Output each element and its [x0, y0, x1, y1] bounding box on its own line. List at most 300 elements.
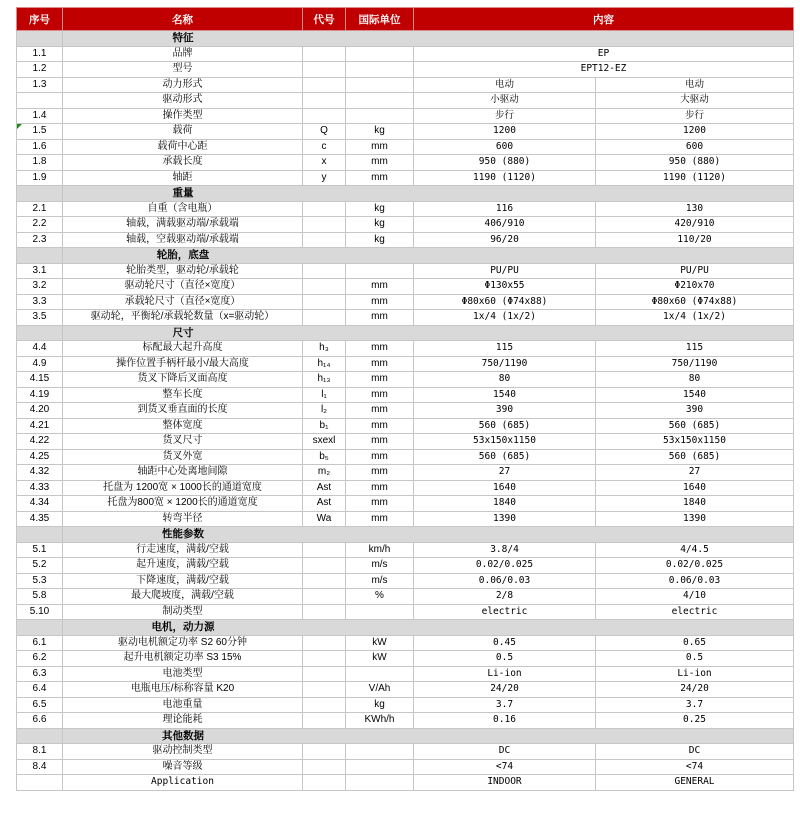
section-no-cell — [17, 527, 63, 543]
row-no-cell: 4.21 — [17, 418, 63, 434]
row-code-cell — [303, 279, 346, 295]
row-unit-cell: m/s — [346, 558, 414, 574]
row-name-cell: 制动类型 — [63, 604, 303, 620]
row-name-cell: 驱动控制类型 — [63, 744, 303, 760]
row-value-cell-2: 4/4.5 — [596, 542, 794, 558]
row-no-cell: 3.1 — [17, 263, 63, 279]
row-no-cell: 5.3 — [17, 573, 63, 589]
spec-row — [17, 635, 794, 651]
row-unit-cell — [346, 77, 414, 93]
row-value-cell-2: 420/910 — [596, 217, 794, 233]
row-value-cell-1: 1x/4 (1x/2) — [414, 310, 596, 326]
spec-row — [17, 713, 794, 729]
row-name-cell: 理论能耗 — [63, 713, 303, 729]
spec-row — [17, 589, 794, 605]
row-no-cell: 3.2 — [17, 279, 63, 295]
row-unit-cell — [346, 759, 414, 775]
row-name-cell: 轴距 — [63, 170, 303, 186]
row-code-cell — [303, 558, 346, 574]
spec-table — [16, 7, 794, 791]
spec-row — [17, 651, 794, 667]
row-unit-cell: mm — [346, 496, 414, 512]
row-value-cell-2: 390 — [596, 403, 794, 419]
row-name-cell: 轮胎类型，驱动轮/承载轮 — [63, 263, 303, 279]
row-code-cell — [303, 201, 346, 217]
row-code-cell — [303, 604, 346, 620]
spec-row — [17, 418, 794, 434]
row-name-cell: 整车长度 — [63, 387, 303, 403]
row-value-cell-2: Φ80x60 (Φ74x88) — [596, 294, 794, 310]
row-code-cell — [303, 62, 346, 78]
row-code-cell — [303, 713, 346, 729]
spec-row — [17, 403, 794, 419]
col-header-code: 代号 — [303, 8, 346, 31]
row-code-cell — [303, 775, 346, 791]
row-no-cell: 6.6 — [17, 713, 63, 729]
row-value-cell-1: 600 — [414, 139, 596, 155]
row-unit-cell — [346, 775, 414, 791]
row-name-cell: 型号 — [63, 62, 303, 78]
row-code-cell — [303, 93, 346, 109]
row-value-cell-2: 1200 — [596, 124, 794, 140]
row-no-cell: 1.8 — [17, 155, 63, 171]
row-no-cell: 5.10 — [17, 604, 63, 620]
spec-row — [17, 294, 794, 310]
row-value-cell-1: 560 (685) — [414, 449, 596, 465]
row-unit-cell: km/h — [346, 542, 414, 558]
row-no-cell: 4.32 — [17, 465, 63, 481]
spec-row — [17, 201, 794, 217]
row-code-cell: h₁₄ — [303, 356, 346, 372]
row-value-cell-1: 1200 — [414, 124, 596, 140]
row-no-cell: 5.1 — [17, 542, 63, 558]
row-unit-cell: mm — [346, 372, 414, 388]
row-code-cell — [303, 46, 346, 62]
row-no-cell: 4.9 — [17, 356, 63, 372]
section-row — [17, 248, 794, 264]
row-value-cell-2: electric — [596, 604, 794, 620]
row-unit-cell: mm — [346, 387, 414, 403]
row-name-cell: 承载轮尺寸（直径×宽度） — [63, 294, 303, 310]
row-value-cell-1: 1190 (1120) — [414, 170, 596, 186]
spec-row — [17, 77, 794, 93]
row-value-cell-2: 560 (685) — [596, 418, 794, 434]
row-code-cell: c — [303, 139, 346, 155]
row-code-cell — [303, 697, 346, 713]
row-value-cell-2: <74 — [596, 759, 794, 775]
spec-row — [17, 496, 794, 512]
row-name-cell: 整体宽度 — [63, 418, 303, 434]
spec-row — [17, 310, 794, 326]
row-no-cell: 1.3 — [17, 77, 63, 93]
row-name-cell: 品牌 — [63, 46, 303, 62]
row-unit-cell: kg — [346, 217, 414, 233]
row-name-cell: 货叉下降后叉面高度 — [63, 372, 303, 388]
row-unit-cell — [346, 108, 414, 124]
row-no-cell: 1.9 — [17, 170, 63, 186]
row-no-cell: 4.35 — [17, 511, 63, 527]
row-value-cell-2: 0.25 — [596, 713, 794, 729]
spec-row — [17, 744, 794, 760]
row-value-cell-1: 390 — [414, 403, 596, 419]
row-unit-cell: kg — [346, 124, 414, 140]
row-code-cell: sxexl — [303, 434, 346, 450]
row-no-cell — [17, 775, 63, 791]
row-name-cell: 轴载，空载驱动端/承载端 — [63, 232, 303, 248]
spec-row — [17, 108, 794, 124]
row-name-cell: 转弯半径 — [63, 511, 303, 527]
row-name-cell: 电池类型 — [63, 666, 303, 682]
row-code-cell — [303, 635, 346, 651]
row-value-cell-1: PU/PU — [414, 263, 596, 279]
row-code-cell: b₅ — [303, 449, 346, 465]
row-no-cell: 4.20 — [17, 403, 63, 419]
row-value-cell-1: 116 — [414, 201, 596, 217]
section-title: 轮胎，底盘 — [156, 249, 210, 261]
row-code-cell: l₂ — [303, 403, 346, 419]
row-name-cell: 起升电机额定功率 S3 15% — [63, 651, 303, 667]
row-no-cell: 4.15 — [17, 372, 63, 388]
row-code-cell — [303, 77, 346, 93]
row-name-cell: 托盘为800宽 × 1200长的通道宽度 — [63, 496, 303, 512]
row-value-cell-2: 1640 — [596, 480, 794, 496]
row-unit-cell — [346, 93, 414, 109]
spec-row — [17, 387, 794, 403]
row-value-cell-1: INDOOR — [414, 775, 596, 791]
row-unit-cell: mm — [346, 341, 414, 357]
row-value-cell-1: 406/910 — [414, 217, 596, 233]
spec-row — [17, 449, 794, 465]
row-value-cell-2: 600 — [596, 139, 794, 155]
row-unit-cell: mm — [346, 356, 414, 372]
row-value-cell-1: Φ130x55 — [414, 279, 596, 295]
row-name-cell: 噪音等级 — [63, 759, 303, 775]
row-value-cell-1: 1540 — [414, 387, 596, 403]
row-value-cell-1: 80 — [414, 372, 596, 388]
row-no-cell: 1.4 — [17, 108, 63, 124]
row-no-cell: 1.1 — [17, 46, 63, 62]
row-value-cell-1: 0.45 — [414, 635, 596, 651]
spec-row — [17, 511, 794, 527]
row-no-cell: 6.4 — [17, 682, 63, 698]
row-value-cell-2: 0.65 — [596, 635, 794, 651]
section-no-cell — [17, 728, 63, 744]
spec-row — [17, 759, 794, 775]
section-no-cell — [17, 186, 63, 202]
row-unit-cell: mm — [346, 155, 414, 171]
row-value-cell-1: 1840 — [414, 496, 596, 512]
row-name-cell: 最大爬坡度，满载/空载 — [63, 589, 303, 605]
row-value-cell-1: 小驱动 — [414, 93, 596, 109]
row-no-cell: 8.1 — [17, 744, 63, 760]
row-no-cell: 4.19 — [17, 387, 63, 403]
row-code-cell — [303, 589, 346, 605]
row-name-cell: 载荷 — [63, 124, 303, 140]
section-title-cell — [63, 248, 794, 264]
row-unit-cell — [346, 604, 414, 620]
section-title: 电机，动力源 — [151, 621, 215, 633]
row-value-cell-1: <74 — [414, 759, 596, 775]
row-value-cell-2: 1190 (1120) — [596, 170, 794, 186]
section-no-cell — [17, 248, 63, 264]
row-value-cell-2: GENERAL — [596, 775, 794, 791]
section-row — [17, 186, 794, 202]
row-name-cell: 轴距中心处离地间隙 — [63, 465, 303, 481]
spec-row — [17, 682, 794, 698]
row-code-cell: h₁₃ — [303, 372, 346, 388]
row-unit-cell: kg — [346, 201, 414, 217]
section-title-cell — [63, 728, 794, 744]
row-no-cell: 1.6 — [17, 139, 63, 155]
row-unit-cell: mm — [346, 480, 414, 496]
row-value-cell-2: 950 (880) — [596, 155, 794, 171]
row-value-cell-1: 560 (685) — [414, 418, 596, 434]
row-name-cell: 电瓶电压/标称容量 K20 — [63, 682, 303, 698]
row-value-cell-1: 0.5 — [414, 651, 596, 667]
section-title: 其他数据 — [162, 729, 204, 742]
spec-table-body — [17, 31, 794, 791]
row-value-cell-1: 2/8 — [414, 589, 596, 605]
row-value-cell-2: 3.7 — [596, 697, 794, 713]
row-unit-cell — [346, 263, 414, 279]
spec-row — [17, 697, 794, 713]
section-row — [17, 620, 794, 636]
cell-error-indicator — [17, 124, 22, 129]
section-row — [17, 325, 794, 341]
row-unit-cell: mm — [346, 403, 414, 419]
row-no-cell: 6.2 — [17, 651, 63, 667]
row-value-cell-1: 115 — [414, 341, 596, 357]
row-value-cell-2: 1x/4 (1x/2) — [596, 310, 794, 326]
spec-row — [17, 155, 794, 171]
row-value-cell-1: Li-ion — [414, 666, 596, 682]
row-unit-cell: mm — [346, 511, 414, 527]
row-code-cell — [303, 232, 346, 248]
row-name-cell: 标配最大起升高度 — [63, 341, 303, 357]
row-no-cell: 2.3 — [17, 232, 63, 248]
row-value-cell-merged: EPT12-EZ — [414, 62, 794, 78]
section-title-cell — [63, 527, 794, 543]
row-unit-cell: mm — [346, 279, 414, 295]
row-unit-cell: mm — [346, 294, 414, 310]
section-title-cell — [63, 325, 794, 341]
row-value-cell-1: 0.02/0.025 — [414, 558, 596, 574]
row-unit-cell: kW — [346, 635, 414, 651]
col-header-no: 序号 — [17, 8, 63, 31]
row-unit-cell: mm — [346, 170, 414, 186]
section-title-cell — [63, 186, 794, 202]
spec-row — [17, 46, 794, 62]
spec-row — [17, 124, 794, 140]
section-title-cell — [63, 620, 794, 636]
row-value-cell-2: 0.5 — [596, 651, 794, 667]
spec-row — [17, 573, 794, 589]
spec-row — [17, 775, 794, 791]
row-unit-cell: V/Ah — [346, 682, 414, 698]
row-unit-cell: % — [346, 589, 414, 605]
row-value-cell-1: 0.06/0.03 — [414, 573, 596, 589]
row-code-cell: y — [303, 170, 346, 186]
row-code-cell — [303, 651, 346, 667]
row-value-cell-2: 80 — [596, 372, 794, 388]
spec-row — [17, 666, 794, 682]
row-code-cell — [303, 759, 346, 775]
row-value-cell-1: 步行 — [414, 108, 596, 124]
spec-row — [17, 542, 794, 558]
row-code-cell — [303, 217, 346, 233]
row-code-cell: x — [303, 155, 346, 171]
row-name-cell: 承载长度 — [63, 155, 303, 171]
section-title-cell — [63, 31, 794, 47]
spec-row — [17, 434, 794, 450]
row-value-cell-1: 96/20 — [414, 232, 596, 248]
spec-row — [17, 341, 794, 357]
section-row — [17, 728, 794, 744]
row-no-cell: 2.2 — [17, 217, 63, 233]
row-no-cell: 1.2 — [17, 62, 63, 78]
row-code-cell — [303, 310, 346, 326]
row-value-cell-1: 750/1190 — [414, 356, 596, 372]
row-code-cell — [303, 573, 346, 589]
row-no-cell: 4.33 — [17, 480, 63, 496]
row-unit-cell: mm — [346, 139, 414, 155]
row-value-cell-2: 0.06/0.03 — [596, 573, 794, 589]
row-no-cell: 4.34 — [17, 496, 63, 512]
row-code-cell — [303, 682, 346, 698]
row-no-cell: 6.5 — [17, 697, 63, 713]
spec-row — [17, 93, 794, 109]
row-no-cell — [17, 93, 63, 109]
row-unit-cell: mm — [346, 434, 414, 450]
row-value-cell-2: Li-ion — [596, 666, 794, 682]
row-value-cell-2: 1840 — [596, 496, 794, 512]
row-name-cell: 动力形式 — [63, 77, 303, 93]
row-code-cell — [303, 108, 346, 124]
row-value-cell-2: PU/PU — [596, 263, 794, 279]
row-code-cell: l₁ — [303, 387, 346, 403]
row-value-cell-2: Φ210x70 — [596, 279, 794, 295]
row-name-cell: 驱动电机额定功率 S2 60分钟 — [63, 635, 303, 651]
row-value-cell-1: electric — [414, 604, 596, 620]
row-value-cell-1: 950 (880) — [414, 155, 596, 171]
section-title: 性能参数 — [162, 528, 204, 540]
col-header-name: 名称 — [63, 8, 303, 31]
row-code-cell: b₁ — [303, 418, 346, 434]
spec-row — [17, 480, 794, 496]
row-value-cell-2: 24/20 — [596, 682, 794, 698]
row-name-cell: 货叉外宽 — [63, 449, 303, 465]
section-title: 重量 — [172, 187, 194, 199]
row-value-cell-2: 750/1190 — [596, 356, 794, 372]
row-no-cell: 4.4 — [17, 341, 63, 357]
row-unit-cell — [346, 744, 414, 760]
row-value-cell-2: 大驱动 — [596, 93, 794, 109]
row-code-cell — [303, 263, 346, 279]
row-value-cell-2: 110/20 — [596, 232, 794, 248]
row-code-cell: Ast — [303, 496, 346, 512]
row-code-cell: Q — [303, 124, 346, 140]
spec-row — [17, 465, 794, 481]
row-no-cell: 1.5 — [17, 124, 63, 140]
row-value-cell-2: 电动 — [596, 77, 794, 93]
row-value-cell-2: 1540 — [596, 387, 794, 403]
row-value-cell-merged: EP — [414, 46, 794, 62]
row-code-cell — [303, 666, 346, 682]
row-value-cell-1: 27 — [414, 465, 596, 481]
row-unit-cell: mm — [346, 418, 414, 434]
row-unit-cell — [346, 46, 414, 62]
row-no-cell: 6.1 — [17, 635, 63, 651]
section-row — [17, 527, 794, 543]
row-unit-cell — [346, 62, 414, 78]
row-name-cell: 行走速度，满载/空载 — [63, 542, 303, 558]
row-value-cell-2: 1390 — [596, 511, 794, 527]
row-unit-cell — [346, 666, 414, 682]
row-name-cell: 托盘为 1200宽 × 1000长的通道宽度 — [63, 480, 303, 496]
section-row — [17, 31, 794, 47]
row-name-cell: 驱动轮尺寸（直径×宽度） — [63, 279, 303, 295]
section-title: 尺寸 — [172, 326, 194, 339]
row-value-cell-1: 1640 — [414, 480, 596, 496]
spec-row — [17, 279, 794, 295]
row-value-cell-1: 1390 — [414, 511, 596, 527]
row-value-cell-1: DC — [414, 744, 596, 760]
spec-row — [17, 170, 794, 186]
row-code-cell: h₃ — [303, 341, 346, 357]
section-title: 特征 — [172, 32, 194, 44]
row-no-cell: 3.3 — [17, 294, 63, 310]
row-unit-cell: m/s — [346, 573, 414, 589]
row-no-cell: 5.2 — [17, 558, 63, 574]
row-value-cell-2: 步行 — [596, 108, 794, 124]
col-header-unit: 国际单位 — [346, 8, 414, 31]
row-value-cell-2: 0.02/0.025 — [596, 558, 794, 574]
spec-row — [17, 62, 794, 78]
spec-row — [17, 217, 794, 233]
spec-row — [17, 356, 794, 372]
row-unit-cell: mm — [346, 449, 414, 465]
row-name-cell: 自重（含电瓶） — [63, 201, 303, 217]
row-unit-cell: KWh/h — [346, 713, 414, 729]
spec-row — [17, 263, 794, 279]
row-name-cell: 操作位置手柄杆最小/最大高度 — [63, 356, 303, 372]
row-unit-cell: mm — [346, 310, 414, 326]
spec-row — [17, 604, 794, 620]
row-no-cell: 5.8 — [17, 589, 63, 605]
row-unit-cell: kg — [346, 697, 414, 713]
row-no-cell: 8.4 — [17, 759, 63, 775]
row-name-cell: 下降速度，满载/空载 — [63, 573, 303, 589]
row-value-cell-1: 3.7 — [414, 697, 596, 713]
row-name-cell: 到货叉垂直面的长度 — [63, 403, 303, 419]
row-value-cell-1: Φ80x60 (Φ74x88) — [414, 294, 596, 310]
row-name-cell: 轴载，满载驱动端/承载端 — [63, 217, 303, 233]
spec-row — [17, 372, 794, 388]
row-no-cell: 4.25 — [17, 449, 63, 465]
row-unit-cell: kW — [346, 651, 414, 667]
row-value-cell-2: 53x150x1150 — [596, 434, 794, 450]
row-code-cell: Ast — [303, 480, 346, 496]
row-value-cell-1: 3.8/4 — [414, 542, 596, 558]
row-value-cell-2: 560 (685) — [596, 449, 794, 465]
row-value-cell-2: 27 — [596, 465, 794, 481]
spec-row — [17, 139, 794, 155]
col-header-content: 内容 — [414, 8, 794, 31]
row-name-cell: 驱动轮，平衡轮/承载轮数量（x=驱动轮） — [63, 310, 303, 326]
row-name-cell: Application — [63, 775, 303, 791]
row-value-cell-1: 24/20 — [414, 682, 596, 698]
row-value-cell-2: 115 — [596, 341, 794, 357]
